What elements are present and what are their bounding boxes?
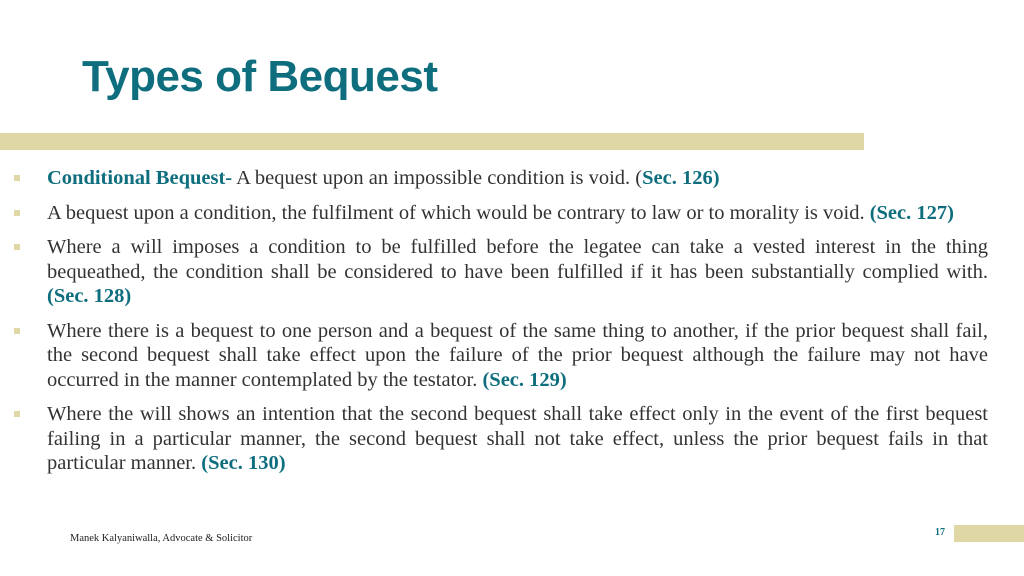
list-item (14, 235, 988, 309)
square-bullet-icon (14, 210, 20, 216)
list-item (14, 319, 988, 393)
footer-accent-bar (954, 525, 1024, 542)
bullet-list (14, 166, 988, 486)
list-item (14, 166, 988, 191)
bullet-term: Conditional Bequest- (47, 167, 233, 189)
square-bullet-icon (14, 328, 20, 334)
bullet-text: A bequest upon a condition, the fulfilment of which would be contrary to law or to morality is void. (47, 201, 870, 224)
section-reference: (Sec. 129) (482, 368, 567, 391)
title-underline-bar (0, 133, 864, 150)
list-item (14, 402, 988, 476)
bullet-text: Where a will imposes a condition to be fulfilled before the legatee can take a vested interest in the thing bequeathed, the condition shall be considered to have been fulfilled if it has been substantially complied with. (47, 236, 988, 283)
list-item (14, 201, 988, 226)
section-reference: (Sec. 127) (869, 201, 954, 224)
section-reference: Sec. 126) (642, 167, 720, 189)
bullet-text: A bequest upon an impossible condition is void. ( (232, 167, 643, 189)
square-bullet-icon (14, 411, 20, 417)
footer-author: Manek Kalyaniwalla, Advocate & Solicitor (70, 533, 253, 544)
page-number: 17 (935, 527, 945, 538)
bullet-text: Where the will shows an intention that the second bequest shall take effect only in the event of the first bequest failing in a particular manner, the second bequest shall not take effect, unless the prior bequest fails in that particular manner. (47, 403, 988, 474)
bullet-text: Where there is a bequest to one person and a bequest of the same thing to another, if the prior bequest shall fail, the second bequest shall take effect upon the failure of the prior bequest although the failure may not have occurred in the manner contemplated by the testator. (47, 319, 988, 391)
section-reference: (Sec. 128) (47, 285, 132, 307)
page-title: Types of Bequest (82, 52, 438, 101)
square-bullet-icon (14, 244, 20, 250)
section-reference: (Sec. 130) (201, 452, 286, 474)
square-bullet-icon (14, 175, 20, 181)
